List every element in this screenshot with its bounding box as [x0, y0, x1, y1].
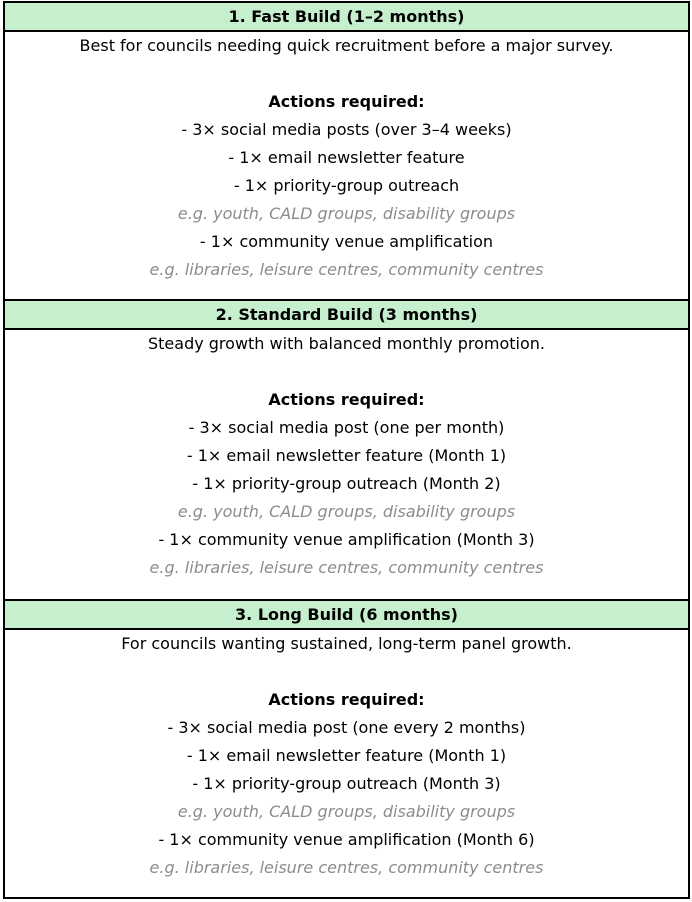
action-example: e.g. libraries, leisure centres, community centres — [149, 558, 544, 577]
action-example: e.g. libraries, leisure centres, community centres — [149, 260, 544, 279]
section-body — [5, 330, 688, 599]
action-item: - 3× social media posts (over 3–4 weeks) — [181, 120, 512, 139]
section-intro: Best for councils needing quick recruitment before a major survey. — [79, 36, 614, 55]
action-item: - 1× email newsletter feature (Month 1) — [186, 446, 507, 465]
action-item: - 1× email newsletter feature (Month 1) — [186, 746, 507, 765]
section-title: 3. Long Build (6 months) — [5, 601, 688, 630]
section-title: 2. Standard Build (3 months) — [5, 301, 688, 330]
actions-heading: Actions required: — [268, 92, 425, 111]
spacer — [5, 658, 688, 686]
section-fast-build — [5, 3, 688, 301]
action-item: - 1× community venue amplification — [199, 232, 494, 251]
actions-heading: Actions required: — [268, 690, 425, 709]
action-item: - 1× community venue amplification (Month 6) — [158, 830, 535, 849]
section-body — [5, 32, 688, 299]
actions-heading: Actions required: — [268, 390, 425, 409]
spacer — [5, 358, 688, 386]
section-intro: For councils wanting sustained, long-term panel growth. — [121, 634, 572, 653]
action-item: - 1× priority-group outreach (Month 2) — [192, 474, 501, 493]
action-example: e.g. youth, CALD groups, disability groups — [177, 204, 516, 223]
section-standard-build — [5, 301, 688, 601]
section-body — [5, 630, 688, 897]
section-title: 1. Fast Build (1–2 months) — [5, 3, 688, 32]
action-item: - 3× social media post (one every 2 months) — [167, 718, 526, 737]
spacer — [5, 60, 688, 88]
action-item: - 1× priority-group outreach (Month 3) — [192, 774, 501, 793]
build-options-table — [3, 1, 690, 899]
action-item: - 3× social media post (one per month) — [188, 418, 505, 437]
action-example: e.g. youth, CALD groups, disability groups — [177, 802, 516, 821]
action-item: - 1× email newsletter feature — [228, 148, 465, 167]
section-long-build — [5, 601, 688, 897]
action-example: e.g. libraries, leisure centres, community centres — [149, 858, 544, 877]
action-example: e.g. youth, CALD groups, disability groups — [177, 502, 516, 521]
action-item: - 1× community venue amplification (Month 3) — [158, 530, 535, 549]
section-intro: Steady growth with balanced monthly promotion. — [147, 334, 546, 353]
action-item: - 1× priority-group outreach — [233, 176, 460, 195]
